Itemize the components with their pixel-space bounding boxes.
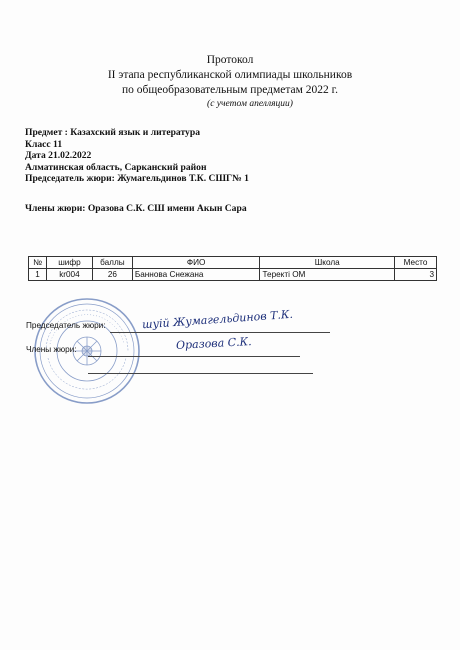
table-header-row bbox=[29, 257, 437, 269]
doc-subtitle: (с учетом апелляции) bbox=[207, 99, 293, 109]
chair-signature-line bbox=[110, 332, 330, 333]
chair-signature: шуій Жумагельдинов Т.К. bbox=[141, 307, 294, 332]
col-header-school: Школа bbox=[260, 257, 395, 269]
extra-signature-line bbox=[88, 373, 313, 374]
doc-title-line3: по общеобразовательным предметам 2022 г. bbox=[122, 84, 338, 96]
col-header-number: № bbox=[29, 257, 47, 269]
doc-title-line2: II этапа республиканской олимпиады школьников bbox=[107, 69, 353, 81]
cell-name: Баннова Снежана bbox=[132, 269, 260, 281]
cell-code: kr004 bbox=[46, 269, 92, 281]
subject-line: Предмет : Казахский язык и литература bbox=[25, 127, 200, 138]
chair-signature-label: Председатель жюри: bbox=[26, 321, 106, 330]
date-line: Дата 21.02.2022 bbox=[25, 150, 92, 162]
title-block bbox=[0, 53, 460, 110]
region-line: Алматинская область, Сарканский район bbox=[25, 161, 207, 173]
members-signature-line bbox=[88, 356, 300, 357]
members-line: Члены жюри: Оразова С.К. СШ имени Акын Сара bbox=[25, 203, 247, 214]
meta-block bbox=[25, 127, 249, 185]
col-header-place: Место bbox=[395, 257, 437, 269]
chair-line: Председатель жюри: Жумагельдинов Т.К. СШГ№ 1 bbox=[25, 173, 249, 185]
cell-score: 26 bbox=[92, 269, 132, 281]
results-table bbox=[28, 256, 437, 281]
col-header-score: баллы bbox=[92, 257, 132, 269]
col-header-code: шифр bbox=[46, 257, 92, 269]
cell-place: 3 bbox=[395, 269, 437, 281]
cell-number: 1 bbox=[29, 269, 47, 281]
members-signature-label: Члены жюри: bbox=[26, 345, 77, 354]
members-signature: Оразова С.К. bbox=[175, 335, 252, 352]
grade-line: Класс 11 bbox=[25, 138, 63, 150]
col-header-name: ФИО bbox=[132, 257, 260, 269]
table-row bbox=[29, 269, 437, 281]
cell-school: Теректі ОМ bbox=[260, 269, 395, 281]
doc-title: Протокол bbox=[206, 54, 254, 66]
